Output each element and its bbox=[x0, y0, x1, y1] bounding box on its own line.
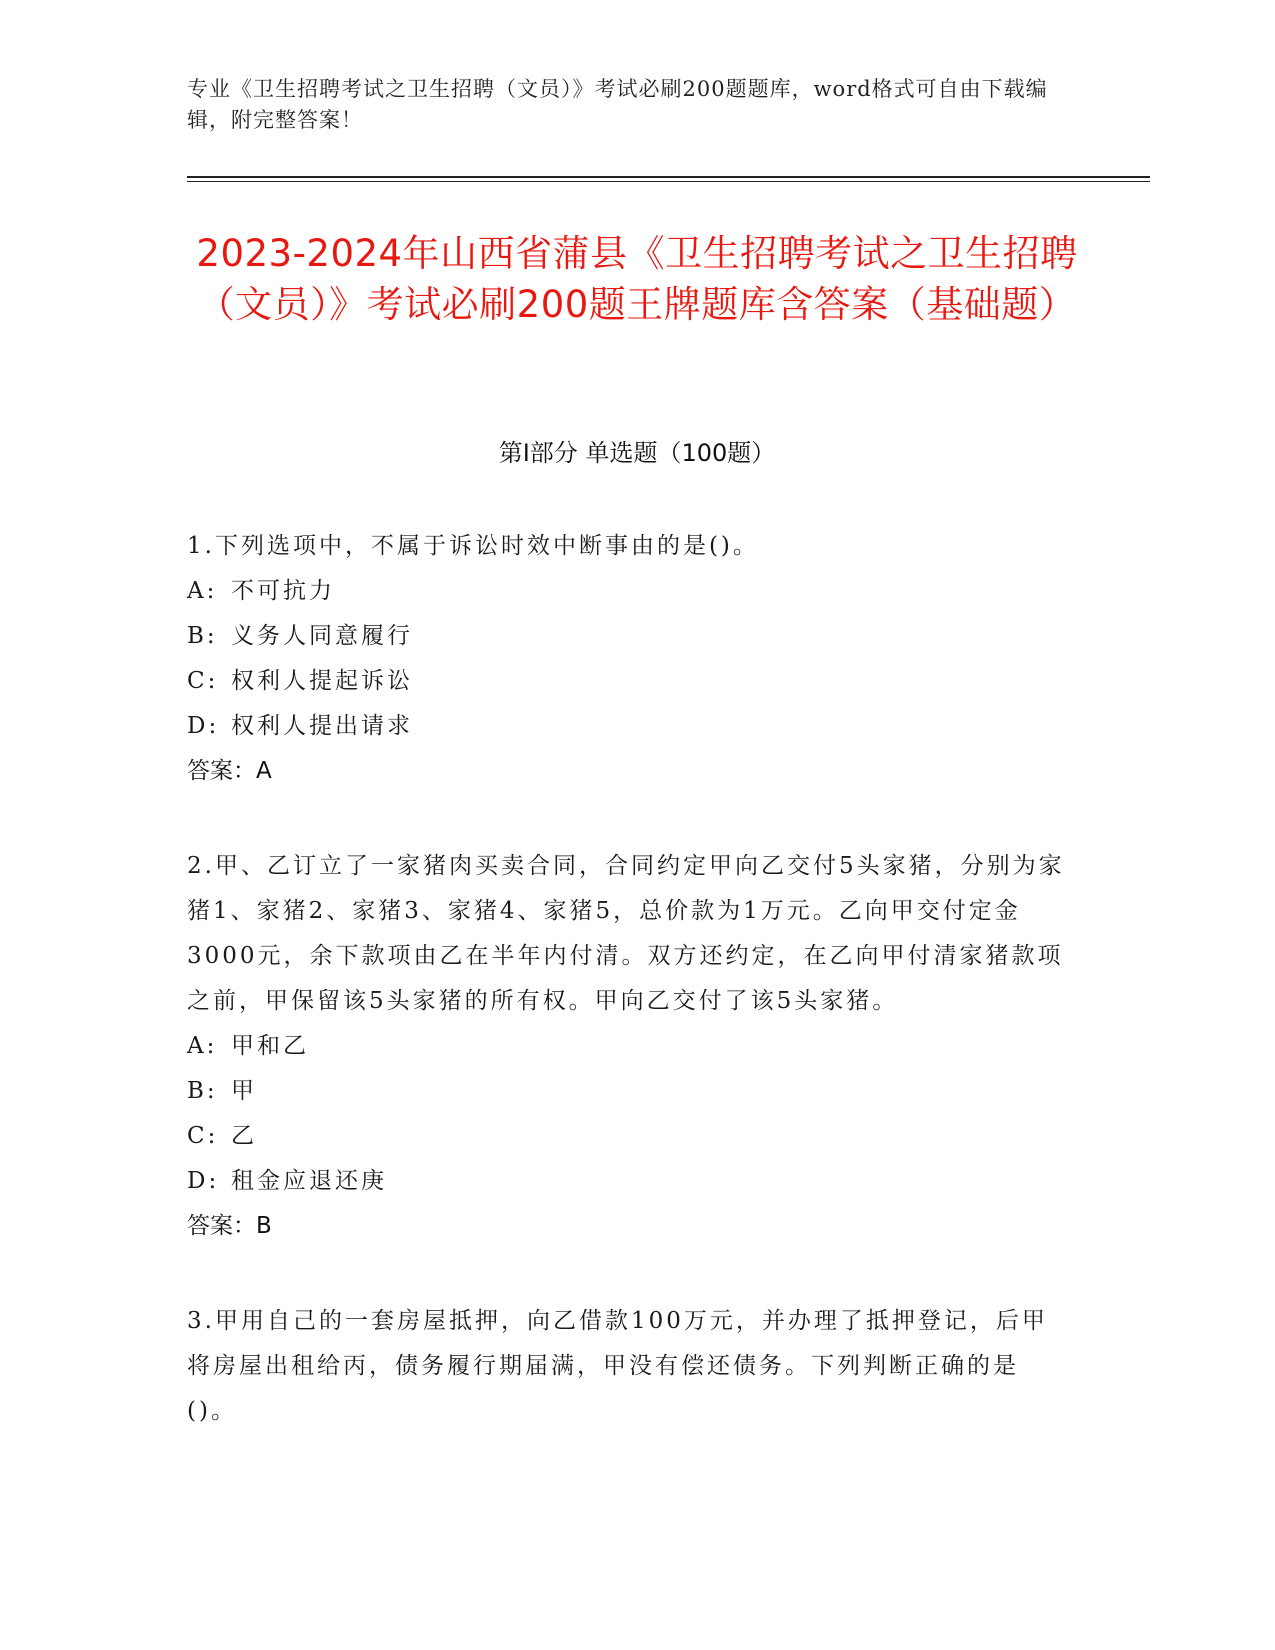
question-answer: 答案：B bbox=[187, 1213, 272, 1239]
option-d bbox=[187, 1159, 1067, 1204]
option-text: 权利人提起诉讼 bbox=[231, 668, 413, 694]
question-2 bbox=[187, 844, 1067, 1249]
option-d bbox=[187, 704, 1067, 749]
option-a bbox=[187, 1024, 1067, 1069]
document-title: 2023-2024年山西省蒲县《卫生招聘考试之卫生招聘（文员）》考试必刷200题王牌题库含答案（基础题） bbox=[196, 232, 1078, 326]
header-note: 专业《卫生招聘考试之卫生招聘（文员）》考试必刷200题题库，word格式可自由下载编辑，附完整答案！ bbox=[187, 77, 1048, 132]
option-text: 租金应退还庚 bbox=[231, 1168, 387, 1194]
option-text: 不可抗力 bbox=[231, 578, 335, 604]
question-stem: 2.甲、乙订立了一家猪肉买卖合同，合同约定甲向乙交付5头家猪，分别为家猪1、家猪2、家猪3、家猪4、家猪5，总价款为1万元。乙向甲交付定金3000元，余下款项由乙在半年内付清。双方还约定，在乙向甲付清家猪款项之前，甲保留该5头家猪的所有权。甲向乙交付了该5头家猪。 bbox=[187, 853, 1065, 1014]
section-title: 第Ⅰ部分 单选题（100题） bbox=[498, 439, 776, 467]
option-key: B: bbox=[187, 1078, 218, 1104]
header-divider-thick bbox=[187, 176, 1150, 178]
option-text: 甲和乙 bbox=[231, 1033, 309, 1059]
option-a bbox=[187, 569, 1067, 614]
option-key: A: bbox=[187, 1033, 218, 1059]
option-key: D: bbox=[187, 713, 220, 739]
option-key: B: bbox=[187, 623, 218, 649]
question-3 bbox=[187, 1299, 1067, 1434]
option-text: 甲 bbox=[231, 1078, 257, 1104]
option-key: A: bbox=[187, 578, 218, 604]
option-b bbox=[187, 1069, 1067, 1114]
option-key: C: bbox=[187, 668, 219, 694]
question-stem: 1.下列选项中，不属于诉讼时效中断事由的是()。 bbox=[187, 533, 759, 559]
option-c bbox=[187, 659, 1067, 704]
option-key: D: bbox=[187, 1168, 220, 1194]
option-text: 义务人同意履行 bbox=[231, 623, 413, 649]
question-stem: 3.甲用自己的一套房屋抵押，向乙借款100万元，并办理了抵押登记，后甲将房屋出租给丙，债务履行期届满，甲没有偿还债务。下列判断正确的是()。 bbox=[187, 1308, 1048, 1424]
option-text: 权利人提出请求 bbox=[231, 713, 413, 739]
question-1 bbox=[187, 524, 1067, 794]
option-c bbox=[187, 1114, 1067, 1159]
option-text: 乙 bbox=[231, 1123, 257, 1149]
question-answer: 答案：A bbox=[187, 758, 272, 784]
option-b bbox=[187, 614, 1067, 659]
question-list bbox=[187, 524, 1067, 1484]
header-divider-thin bbox=[187, 181, 1150, 182]
option-key: C: bbox=[187, 1123, 219, 1149]
